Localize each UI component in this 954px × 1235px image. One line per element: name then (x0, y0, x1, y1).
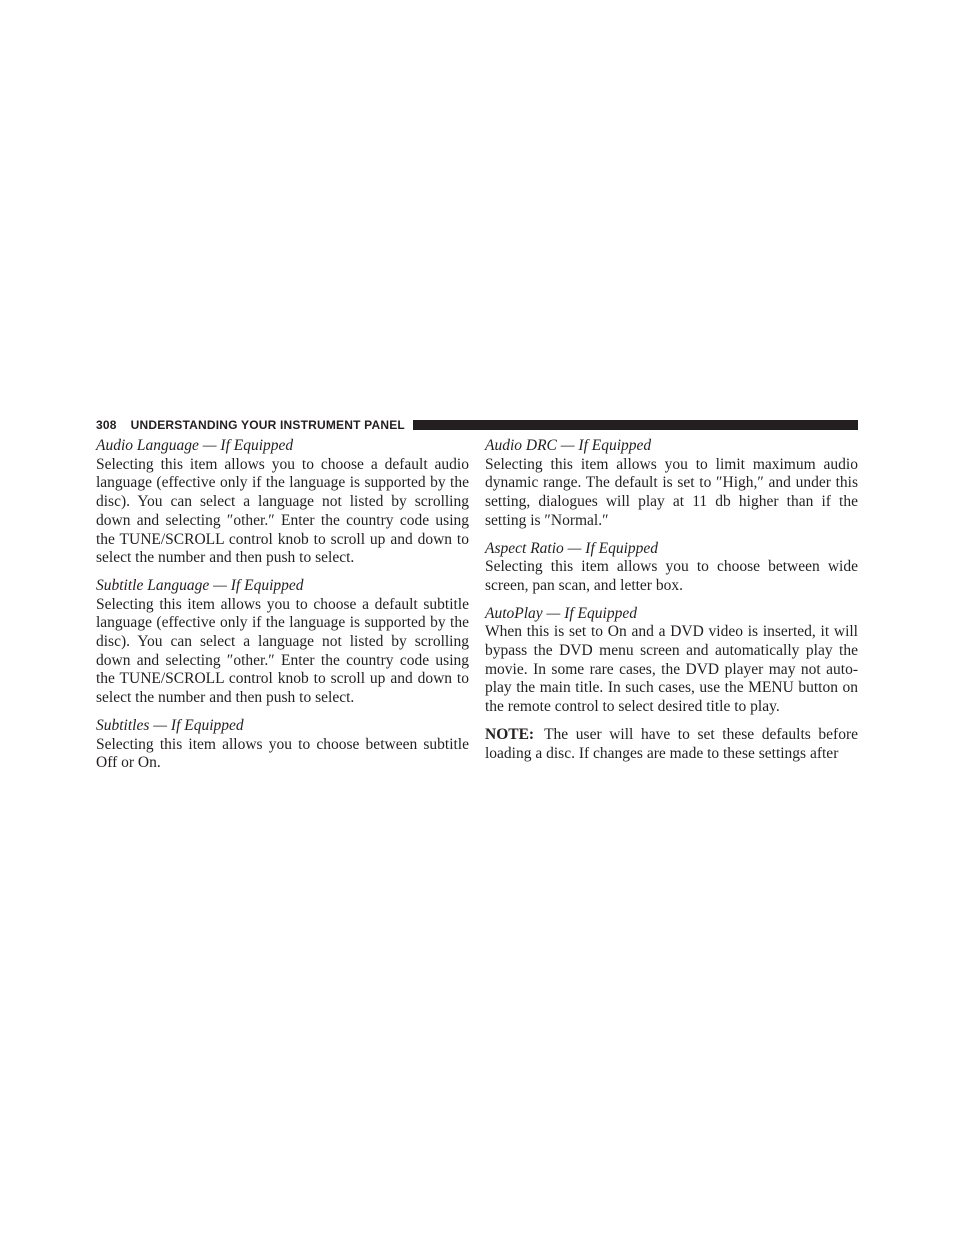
page-header (96, 417, 858, 433)
section-body: Selecting this item allows you to limit maximum audio dynamic range. The default is set to ″High,″ and under this setting, dialogues will play at 11 db higher than if the setting is ″Normal.″ (485, 455, 858, 529)
note-text: The user will have to set these defaults before loading a disc. If changes are made to these settings after (485, 725, 858, 762)
section-subtitle-language (96, 577, 469, 708)
note-paragraph (485, 726, 858, 763)
section-heading: AutoPlay — If Equipped (485, 604, 637, 622)
section-heading: Audio Language — If Equipped (96, 437, 294, 454)
section-body: Selecting this item allows you to choose a default subtitle language (effective only if the language is supported by the disc). You can select a language not listed by scrolling down and selecting ″other.″ Enter the country code using the TUNE/SCROLL control knob to scroll up and down to select the number and then push to select. (96, 595, 469, 707)
section-heading: Subtitles — If Equipped (96, 716, 244, 734)
section-body: When this is set to On and a DVD video is inserted, it will bypass the DVD menu screen and automatically play the movie. In some rare cases, the DVD player may not auto-play the main title. In such cases, use the MENU button on the remote control to select desired title to play. (485, 623, 858, 716)
header-rule (413, 420, 858, 430)
section-subtitles (96, 717, 469, 773)
section-aspect-ratio (485, 540, 858, 596)
section-autoplay (485, 605, 858, 717)
section-heading: Audio DRC — If Equipped (485, 437, 652, 454)
section-heading: Subtitle Language — If Equipped (96, 576, 304, 594)
right-column (485, 437, 858, 772)
note-label: NOTE: (485, 725, 535, 743)
note-block (485, 726, 858, 763)
section-body: Selecting this item allows you to choose between wide screen, pan scan, and letter box. (485, 558, 858, 594)
section-title: UNDERSTANDING YOUR INSTRUMENT PANEL (130, 418, 405, 432)
page-number: 308 (96, 418, 117, 432)
section-audio-drc (485, 437, 858, 531)
section-heading: Aspect Ratio — If Equipped (485, 539, 659, 557)
section-body: Selecting this item allows you to choose a default audio language (effective only if the language is supported by the disc). You can select a language not listed by scrolling down and selecting ″other.″ Enter the country code using the TUNE/SCROLL control knob to scroll up and down to select the number and then push to select. (96, 455, 469, 567)
left-column (96, 437, 469, 782)
section-body: Selecting this item allows you to choose between subtitle Off or On. (96, 735, 469, 772)
section-audio-language (96, 437, 469, 568)
